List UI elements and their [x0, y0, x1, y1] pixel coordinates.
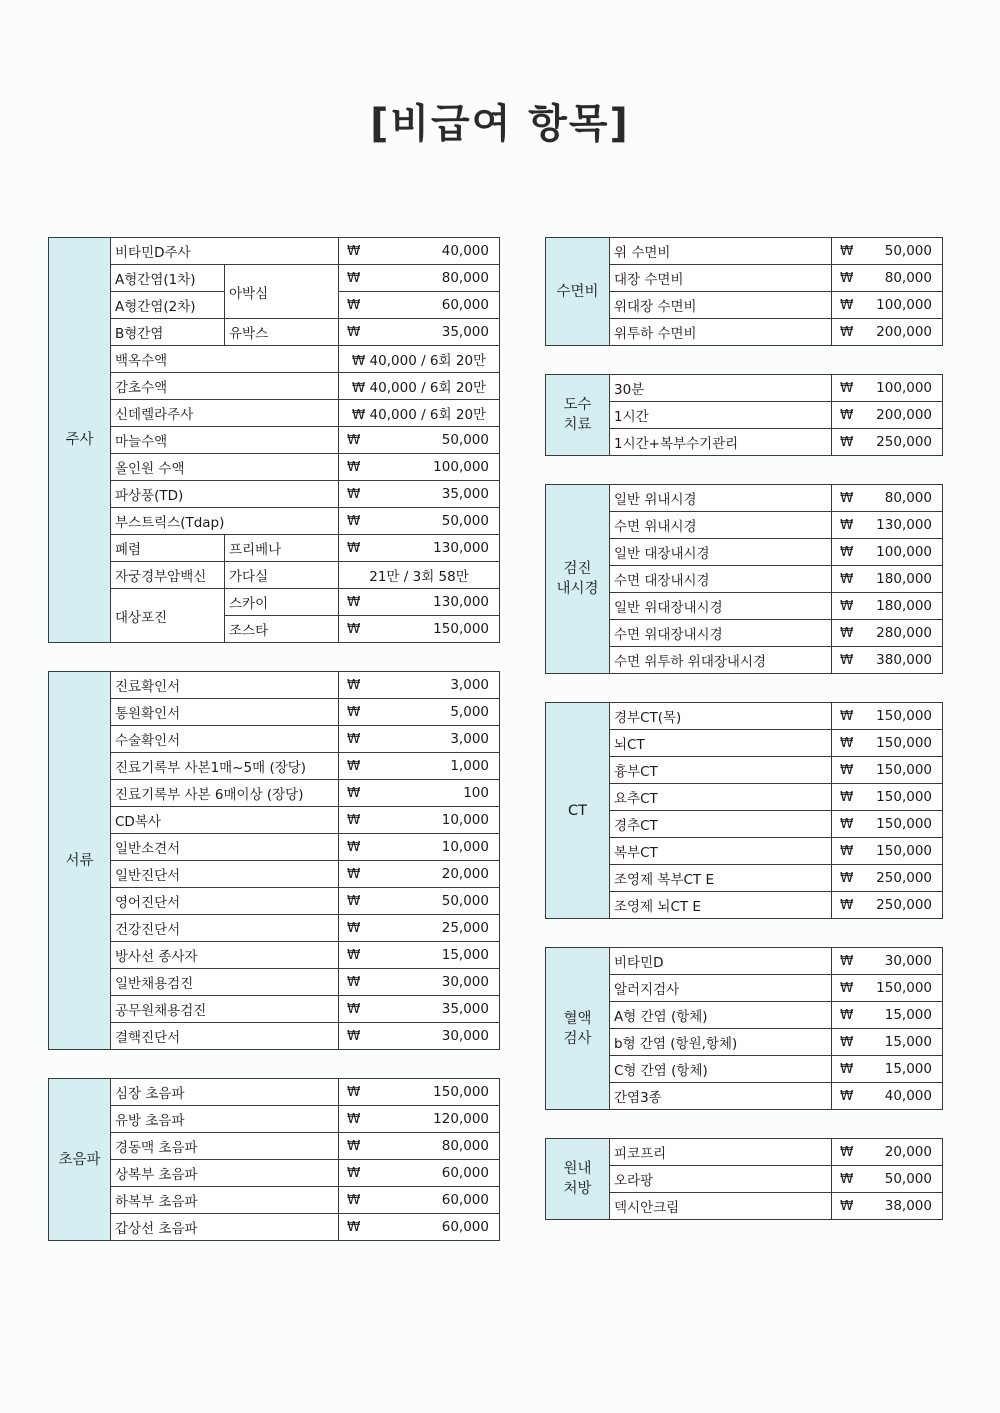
category-sedation: 수면비 — [546, 238, 610, 346]
table-row — [49, 1214, 500, 1241]
won-sign: ₩ — [832, 838, 854, 865]
item-name: 갑상선 초음파 — [111, 1214, 339, 1241]
item-price: 60,000 — [361, 292, 500, 319]
table-row — [49, 753, 500, 780]
won-sign: ₩ — [339, 1106, 361, 1133]
item-name: B형간염 — [111, 319, 225, 346]
item-price: 80,000 — [854, 485, 943, 512]
item-name: A형 간염 (항체) — [610, 1002, 832, 1029]
category-line: 검진 — [563, 561, 592, 577]
won-sign: ₩ — [832, 1139, 854, 1166]
item-price-combined: ₩ 40,000 / 6회 20만 — [339, 373, 500, 400]
item-name: 경동맥 초음파 — [111, 1133, 339, 1160]
item-name: C형 간염 (항체) — [610, 1056, 832, 1083]
item-price-combined: ₩ 40,000 / 6회 20만 — [339, 346, 500, 373]
won-sign: ₩ — [832, 1083, 854, 1110]
item-name: 덱시안크림 — [610, 1193, 832, 1220]
category-prescription — [546, 1139, 610, 1220]
table-row — [49, 726, 500, 753]
table-row — [49, 1160, 500, 1187]
category-line: 혈액 — [563, 1010, 592, 1027]
item-price: 50,000 — [854, 1166, 943, 1193]
item-name: 위 수면비 — [610, 238, 832, 265]
category-endoscopy — [546, 485, 610, 674]
item-name: 비타민D — [610, 948, 832, 975]
table-row — [49, 454, 500, 481]
won-sign: ₩ — [832, 730, 854, 757]
table-row — [49, 400, 500, 427]
page-title: [비급여 항목] — [370, 101, 630, 147]
item-name: 진료확인서 — [111, 672, 339, 699]
table-row — [546, 238, 943, 265]
item-price: 35,000 — [361, 319, 500, 346]
item-price-combined: 21만 / 3회 58만 — [339, 562, 500, 589]
item-price: 100 — [361, 780, 500, 807]
item-price: 280,000 — [854, 620, 943, 647]
won-sign: ₩ — [339, 699, 361, 726]
item-price: 80,000 — [361, 1133, 500, 1160]
table-row — [49, 1187, 500, 1214]
table-row — [49, 672, 500, 699]
item-name: 백옥수액 — [111, 346, 339, 373]
item-name: 수면 위투하 위대장내시경 — [610, 647, 832, 674]
won-sign: ₩ — [339, 1160, 361, 1187]
won-sign: ₩ — [339, 915, 361, 942]
table-row — [49, 589, 500, 616]
category-line: 도수 — [563, 397, 592, 413]
category-blood-test — [546, 948, 610, 1110]
won-sign: ₩ — [339, 1133, 361, 1160]
item-name: 경추CT — [610, 811, 832, 838]
item-price: 25,000 — [361, 915, 500, 942]
item-price: 35,000 — [361, 481, 500, 508]
injection-table — [48, 237, 500, 643]
won-sign: ₩ — [832, 402, 854, 429]
item-name: 신데렐라주사 — [111, 400, 339, 427]
item-price: 100,000 — [854, 292, 943, 319]
item-price: 150,000 — [854, 838, 943, 865]
item-price: 250,000 — [854, 892, 943, 919]
won-sign: ₩ — [832, 292, 854, 319]
item-name: 공무원채용검진 — [111, 996, 339, 1023]
item-price: 150,000 — [854, 811, 943, 838]
table-row — [49, 265, 500, 292]
item-sub: 프리베나 — [225, 535, 339, 562]
item-name: 1시간 — [610, 402, 832, 429]
item-name: 영어진단서 — [111, 888, 339, 915]
item-price: 5,000 — [361, 699, 500, 726]
table-row — [49, 915, 500, 942]
prescription-table — [545, 1138, 943, 1220]
item-name: 감초수액 — [111, 373, 339, 400]
item-price: 15,000 — [854, 1056, 943, 1083]
won-sign: ₩ — [832, 757, 854, 784]
item-name: 위투하 수면비 — [610, 319, 832, 346]
item-name: 흉부CT — [610, 757, 832, 784]
item-price: 150,000 — [854, 975, 943, 1002]
category-manual-therapy — [546, 375, 610, 456]
won-sign: ₩ — [339, 1187, 361, 1214]
won-sign: ₩ — [339, 942, 361, 969]
item-price: 40,000 — [854, 1083, 943, 1110]
documents-table — [48, 671, 500, 1050]
won-sign: ₩ — [339, 616, 361, 643]
left-column — [48, 237, 500, 1241]
item-name: 수면 대장내시경 — [610, 566, 832, 593]
item-price: 100,000 — [361, 454, 500, 481]
category-injection: 주사 — [49, 238, 111, 643]
item-name: 오라팡 — [610, 1166, 832, 1193]
won-sign: ₩ — [339, 508, 361, 535]
item-price: 80,000 — [854, 265, 943, 292]
item-name: 요추CT — [610, 784, 832, 811]
item-price: 10,000 — [361, 807, 500, 834]
item-name: 간염3종 — [610, 1083, 832, 1110]
item-sub: 조스타 — [225, 616, 339, 643]
won-sign: ₩ — [339, 888, 361, 915]
item-price: 150,000 — [854, 730, 943, 757]
won-sign: ₩ — [339, 1214, 361, 1241]
item-price: 3,000 — [361, 672, 500, 699]
won-sign: ₩ — [339, 969, 361, 996]
category-documents: 서류 — [49, 672, 111, 1050]
item-price-combined: ₩ 40,000 / 6회 20만 — [339, 400, 500, 427]
item-name: 조영제 뇌CT E — [610, 892, 832, 919]
won-sign: ₩ — [832, 703, 854, 730]
won-sign: ₩ — [339, 834, 361, 861]
won-sign: ₩ — [832, 975, 854, 1002]
item-name: 복부CT — [610, 838, 832, 865]
won-sign: ₩ — [339, 427, 361, 454]
won-sign: ₩ — [339, 319, 361, 346]
item-price: 1,000 — [361, 753, 500, 780]
won-sign: ₩ — [339, 807, 361, 834]
table-row — [49, 1133, 500, 1160]
table-row — [49, 508, 500, 535]
endoscopy-table — [545, 484, 943, 674]
item-name: 일반소견서 — [111, 834, 339, 861]
item-price: 130,000 — [361, 535, 500, 562]
item-price: 200,000 — [854, 402, 943, 429]
table-row — [546, 375, 943, 402]
item-name: 경부CT(목) — [610, 703, 832, 730]
item-name: 수술확인서 — [111, 726, 339, 753]
table-row — [546, 948, 943, 975]
item-price: 130,000 — [854, 512, 943, 539]
item-price: 50,000 — [361, 888, 500, 915]
item-name: 일반채용검진 — [111, 969, 339, 996]
item-price: 60,000 — [361, 1214, 500, 1241]
item-sub: 스카이 — [225, 589, 339, 616]
won-sign: ₩ — [832, 620, 854, 647]
item-price: 180,000 — [854, 593, 943, 620]
table-row — [546, 485, 943, 512]
table-row — [49, 535, 500, 562]
table-row — [49, 373, 500, 400]
sedation-table — [545, 237, 943, 346]
table-row — [49, 996, 500, 1023]
won-sign: ₩ — [832, 1056, 854, 1083]
item-price: 30,000 — [361, 969, 500, 996]
item-name: 피코프리 — [610, 1139, 832, 1166]
table-row — [49, 861, 500, 888]
won-sign: ₩ — [339, 996, 361, 1023]
item-sub: 유박스 — [225, 319, 339, 346]
item-price: 180,000 — [854, 566, 943, 593]
item-price: 30,000 — [854, 948, 943, 975]
won-sign: ₩ — [832, 892, 854, 919]
item-price: 150,000 — [361, 616, 500, 643]
item-name: 건강진단서 — [111, 915, 339, 942]
won-sign: ₩ — [832, 1029, 854, 1056]
won-sign: ₩ — [339, 780, 361, 807]
won-sign: ₩ — [832, 948, 854, 975]
won-sign: ₩ — [832, 647, 854, 674]
manual-therapy-table — [545, 374, 943, 456]
item-price: 130,000 — [361, 589, 500, 616]
won-sign: ₩ — [339, 1023, 361, 1050]
item-name: 알러지검사 — [610, 975, 832, 1002]
item-sub: 아박심 — [225, 265, 339, 319]
item-price: 15,000 — [854, 1029, 943, 1056]
item-price: 3,000 — [361, 726, 500, 753]
item-price: 40,000 — [361, 238, 500, 265]
item-name: 1시간+복부수기관리 — [610, 429, 832, 456]
category-line: 검사 — [563, 1030, 592, 1047]
won-sign: ₩ — [339, 535, 361, 562]
category-line: 원내 — [563, 1161, 592, 1177]
table-row — [49, 1023, 500, 1050]
item-price: 35,000 — [361, 996, 500, 1023]
item-name: CD복사 — [111, 807, 339, 834]
table-row — [49, 780, 500, 807]
category-ultrasound: 초음파 — [49, 1079, 111, 1241]
category-line: 처방 — [563, 1181, 592, 1197]
item-name: 위대장 수면비 — [610, 292, 832, 319]
table-row — [49, 562, 500, 589]
item-price: 150,000 — [361, 1079, 500, 1106]
item-price: 50,000 — [361, 427, 500, 454]
won-sign: ₩ — [339, 672, 361, 699]
table-row — [546, 703, 943, 730]
won-sign: ₩ — [832, 865, 854, 892]
item-name: A형간염(1차) — [111, 265, 225, 292]
category-ct: CT — [546, 703, 610, 919]
table-row — [49, 481, 500, 508]
item-name: 수면 위내시경 — [610, 512, 832, 539]
won-sign: ₩ — [832, 784, 854, 811]
table-row — [49, 942, 500, 969]
item-sub: 가다실 — [225, 562, 339, 589]
won-sign: ₩ — [832, 429, 854, 456]
item-price: 60,000 — [361, 1160, 500, 1187]
item-name: 방사선 종사자 — [111, 942, 339, 969]
item-price: 60,000 — [361, 1187, 500, 1214]
item-name: 진료기록부 사본 6매이상 (장당) — [111, 780, 339, 807]
item-name: 부스트릭스(Tdap) — [111, 508, 339, 535]
item-name: 대장 수면비 — [610, 265, 832, 292]
item-price: 80,000 — [361, 265, 500, 292]
table-row — [49, 427, 500, 454]
won-sign: ₩ — [339, 1079, 361, 1106]
table-row — [49, 1106, 500, 1133]
item-name: 수면 위대장내시경 — [610, 620, 832, 647]
item-name: 진료기록부 사본1매~5매 (장당) — [111, 753, 339, 780]
item-price: 200,000 — [854, 319, 943, 346]
won-sign: ₩ — [832, 811, 854, 838]
item-name: 통원확인서 — [111, 699, 339, 726]
won-sign: ₩ — [832, 1002, 854, 1029]
table-row — [546, 1139, 943, 1166]
won-sign: ₩ — [339, 238, 361, 265]
right-column — [545, 237, 943, 1220]
item-name: 유방 초음파 — [111, 1106, 339, 1133]
won-sign: ₩ — [339, 292, 361, 319]
item-price: 50,000 — [361, 508, 500, 535]
won-sign: ₩ — [832, 593, 854, 620]
item-name: 하복부 초음파 — [111, 1187, 339, 1214]
item-name: 자궁경부암백신 — [111, 562, 225, 589]
won-sign: ₩ — [832, 319, 854, 346]
table-row — [49, 807, 500, 834]
won-sign: ₩ — [339, 265, 361, 292]
won-sign: ₩ — [339, 726, 361, 753]
won-sign: ₩ — [832, 485, 854, 512]
item-price: 20,000 — [361, 861, 500, 888]
item-name: 일반 대장내시경 — [610, 539, 832, 566]
item-price: 50,000 — [854, 238, 943, 265]
item-name: 비타민D주사 — [111, 238, 339, 265]
won-sign: ₩ — [339, 481, 361, 508]
won-sign: ₩ — [339, 589, 361, 616]
item-price: 10,000 — [361, 834, 500, 861]
item-price: 150,000 — [854, 784, 943, 811]
item-price: 38,000 — [854, 1193, 943, 1220]
item-price: 100,000 — [854, 375, 943, 402]
item-name: 뇌CT — [610, 730, 832, 757]
ct-table — [545, 702, 943, 919]
table-row — [49, 699, 500, 726]
table-row — [49, 1079, 500, 1106]
item-name: 조영제 복부CT E — [610, 865, 832, 892]
ultrasound-table — [48, 1078, 500, 1241]
item-price: 100,000 — [854, 539, 943, 566]
item-price: 120,000 — [361, 1106, 500, 1133]
item-price: 150,000 — [854, 703, 943, 730]
won-sign: ₩ — [339, 753, 361, 780]
item-name: 일반 위대장내시경 — [610, 593, 832, 620]
item-price: 150,000 — [854, 757, 943, 784]
won-sign: ₩ — [832, 566, 854, 593]
item-price: 250,000 — [854, 865, 943, 892]
category-line: 내시경 — [556, 581, 599, 597]
won-sign: ₩ — [832, 238, 854, 265]
item-name: 마늘수액 — [111, 427, 339, 454]
category-line: 치료 — [563, 417, 592, 433]
item-name: 올인원 수액 — [111, 454, 339, 481]
table-row — [49, 834, 500, 861]
item-name: 상복부 초음파 — [111, 1160, 339, 1187]
table-row — [49, 888, 500, 915]
table-row — [49, 319, 500, 346]
won-sign: ₩ — [339, 454, 361, 481]
won-sign: ₩ — [832, 539, 854, 566]
item-name: 일반 위내시경 — [610, 485, 832, 512]
item-name: 심장 초음파 — [111, 1079, 339, 1106]
item-name: A형간염(2차) — [111, 292, 225, 319]
table-row — [49, 969, 500, 996]
item-price: 380,000 — [854, 647, 943, 674]
item-name: b형 간염 (항원,항체) — [610, 1029, 832, 1056]
table-row — [49, 346, 500, 373]
blood-test-table — [545, 947, 943, 1110]
table-row — [49, 238, 500, 265]
item-price: 15,000 — [854, 1002, 943, 1029]
won-sign: ₩ — [832, 375, 854, 402]
item-name: 일반진단서 — [111, 861, 339, 888]
won-sign: ₩ — [339, 861, 361, 888]
won-sign: ₩ — [832, 512, 854, 539]
won-sign: ₩ — [832, 1166, 854, 1193]
item-name: 결핵진단서 — [111, 1023, 339, 1050]
item-price: 30,000 — [361, 1023, 500, 1050]
item-price: 20,000 — [854, 1139, 943, 1166]
item-name: 폐렴 — [111, 535, 225, 562]
item-price: 250,000 — [854, 429, 943, 456]
won-sign: ₩ — [832, 265, 854, 292]
item-price: 15,000 — [361, 942, 500, 969]
item-name: 30분 — [610, 375, 832, 402]
item-name: 대상포진 — [111, 589, 225, 643]
item-name: 파상풍(TD) — [111, 481, 339, 508]
won-sign: ₩ — [832, 1193, 854, 1220]
